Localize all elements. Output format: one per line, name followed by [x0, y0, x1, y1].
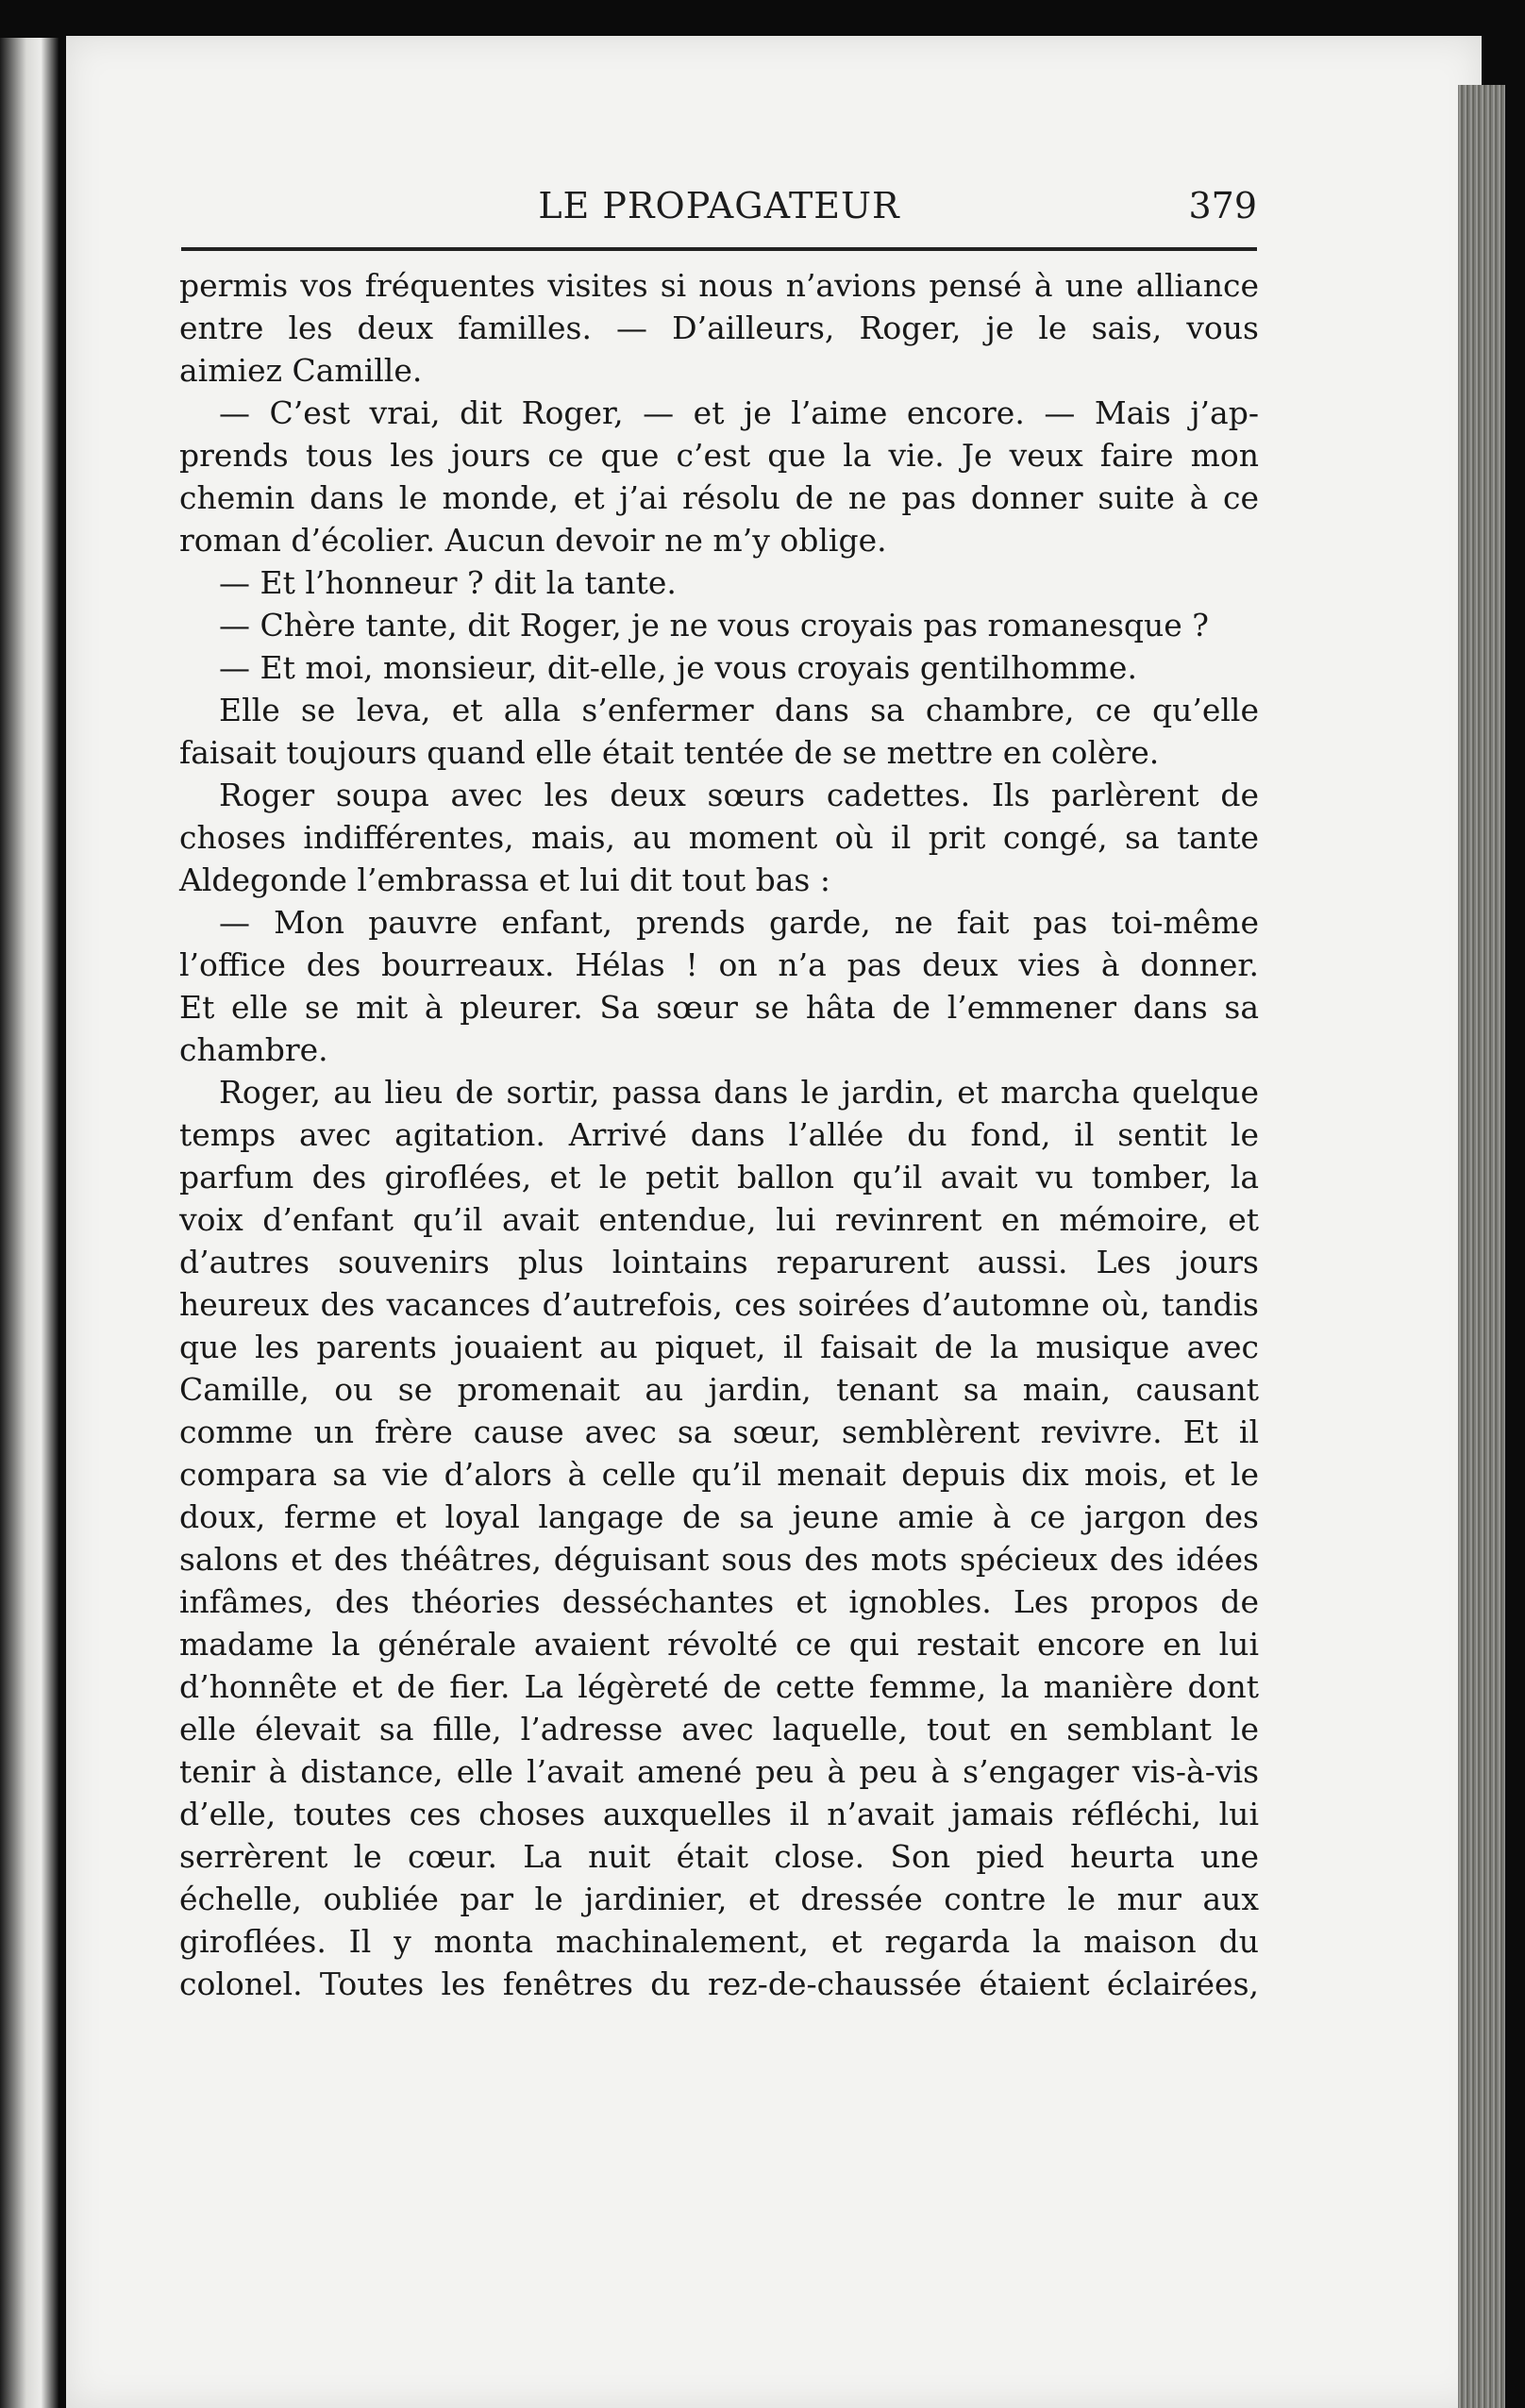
text-line: échelle, oubliée par le jardinier, et dressée contre le mur aux: [179, 1881, 1259, 1917]
page-number: 379: [1188, 185, 1257, 226]
text-line: Roger, au lieu de sortir, passa dans le jardin, et marcha quelque: [219, 1074, 1259, 1111]
text-line: comme un frère cause avec sa sœur, semblèrent revivre. Et il: [179, 1413, 1259, 1450]
text-line: giroflées. Il y monta machinalement, et regarda la maison du: [179, 1923, 1259, 1960]
text-line: heureux des vacances d’autrefois, ces soirées d’automne où, tandis: [179, 1286, 1259, 1323]
text-line: choses indifférentes, mais, au moment où il prit congé, sa tante: [179, 819, 1259, 856]
text-line: Roger soupa avec les deux sœurs cadettes. Ils parlèrent de: [219, 777, 1259, 813]
text-line: — Chère tante, dit Roger, je ne vous croyais pas romanesque ?: [219, 607, 1209, 644]
text-line: chemin dans le monde, et j’ai résolu de ne pas donner suite à ce: [179, 479, 1259, 516]
running-title: LE PROPAGATEUR: [538, 185, 900, 226]
text-line: tenir à distance, elle l’avait amené peu à peu à s’engager vis-à-vis: [179, 1753, 1259, 1790]
text-line: salons et des théâtres, déguisant sous des mots spécieux des idées: [179, 1541, 1259, 1578]
page-header: [181, 185, 1257, 251]
text-line: entre les deux familles. — D’ailleurs, Roger, je le sais, vous: [179, 309, 1259, 346]
text-line: — Et moi, monsieur, dit-elle, je vous croyais gentilhomme.: [219, 649, 1137, 686]
text-line: Camille, ou se promenait au jardin, tenant sa main, causant: [179, 1371, 1259, 1408]
page-stack-edge: [1458, 85, 1505, 2408]
text-line: serrèrent le cœur. La nuit était close. Son pied heurta une: [179, 1838, 1259, 1875]
text-line: madame la générale avaient révolté ce qui restait encore en lui: [179, 1626, 1259, 1663]
text-line: prends tous les jours ce que c’est que la vie. Je veux faire mon: [179, 437, 1259, 474]
text-line: que les parents jouaient au piquet, il faisait de la musique avec: [179, 1329, 1259, 1365]
body-text: [179, 264, 1259, 2005]
text-line: elle élevait sa fille, l’adresse avec laquelle, tout en semblant le: [179, 1711, 1259, 1747]
text-line: temps avec agitation. Arrivé dans l’allée du fond, il sentit le: [179, 1116, 1259, 1153]
text-line: d’honnête et de fier. La légèreté de cette femme, la manière dont: [179, 1668, 1259, 1705]
text-line: colonel. Toutes les fenêtres du rez-de-chaussée étaient éclairées,: [179, 1965, 1259, 2002]
text-line: doux, ferme et loyal langage de sa jeune amie à ce jargon des: [179, 1498, 1259, 1535]
text-line: roman d’écolier. Aucun devoir ne m’y oblige.: [179, 522, 887, 559]
text-line: — Mon pauvre enfant, prends garde, ne fait pas toi-même: [219, 904, 1259, 941]
text-line: permis vos fréquentes visites si nous n’avions pensé à une alliance: [179, 267, 1259, 304]
text-line: chambre.: [179, 1031, 328, 1068]
text-line: d’elle, toutes ces choses auxquelles il n’avait jamais réfléchi, lui: [179, 1796, 1259, 1832]
text-line: d’autres souvenirs plus lointains reparurent aussi. Les jours: [179, 1244, 1259, 1280]
text-line: aimiez Camille.: [179, 352, 423, 389]
text-line: l’office des bourreaux. Hélas ! on n’a pas deux vies à donner.: [179, 946, 1259, 983]
text-line: Et elle se mit à pleurer. Sa sœur se hâta de l’emmener dans sa: [179, 989, 1259, 1026]
text-line: compara sa vie d’alors à celle qu’il menait depuis dix mois, et le: [179, 1456, 1259, 1493]
text-line: faisait toujours quand elle était tentée de se mettre en colère.: [179, 734, 1160, 771]
facing-page-edge: [0, 38, 59, 2408]
text-line: Elle se leva, et alla s’enfermer dans sa chambre, ce qu’elle: [219, 692, 1259, 728]
text-line: voix d’enfant qu’il avait entendue, lui revinrent en mémoire, et: [179, 1201, 1259, 1238]
text-line: Aldegonde l’embrassa et lui dit tout bas :: [179, 861, 830, 898]
text-line: — C’est vrai, dit Roger, — et je l’aime encore. — Mais j’ap-: [219, 394, 1259, 431]
text-line: — Et l’honneur ? dit la tante.: [219, 564, 677, 601]
text-line: infâmes, des théories desséchantes et ignobles. Les propos de: [179, 1583, 1259, 1620]
text-line: parfum des giroflées, et le petit ballon qu’il avait vu tomber, la: [179, 1159, 1259, 1196]
